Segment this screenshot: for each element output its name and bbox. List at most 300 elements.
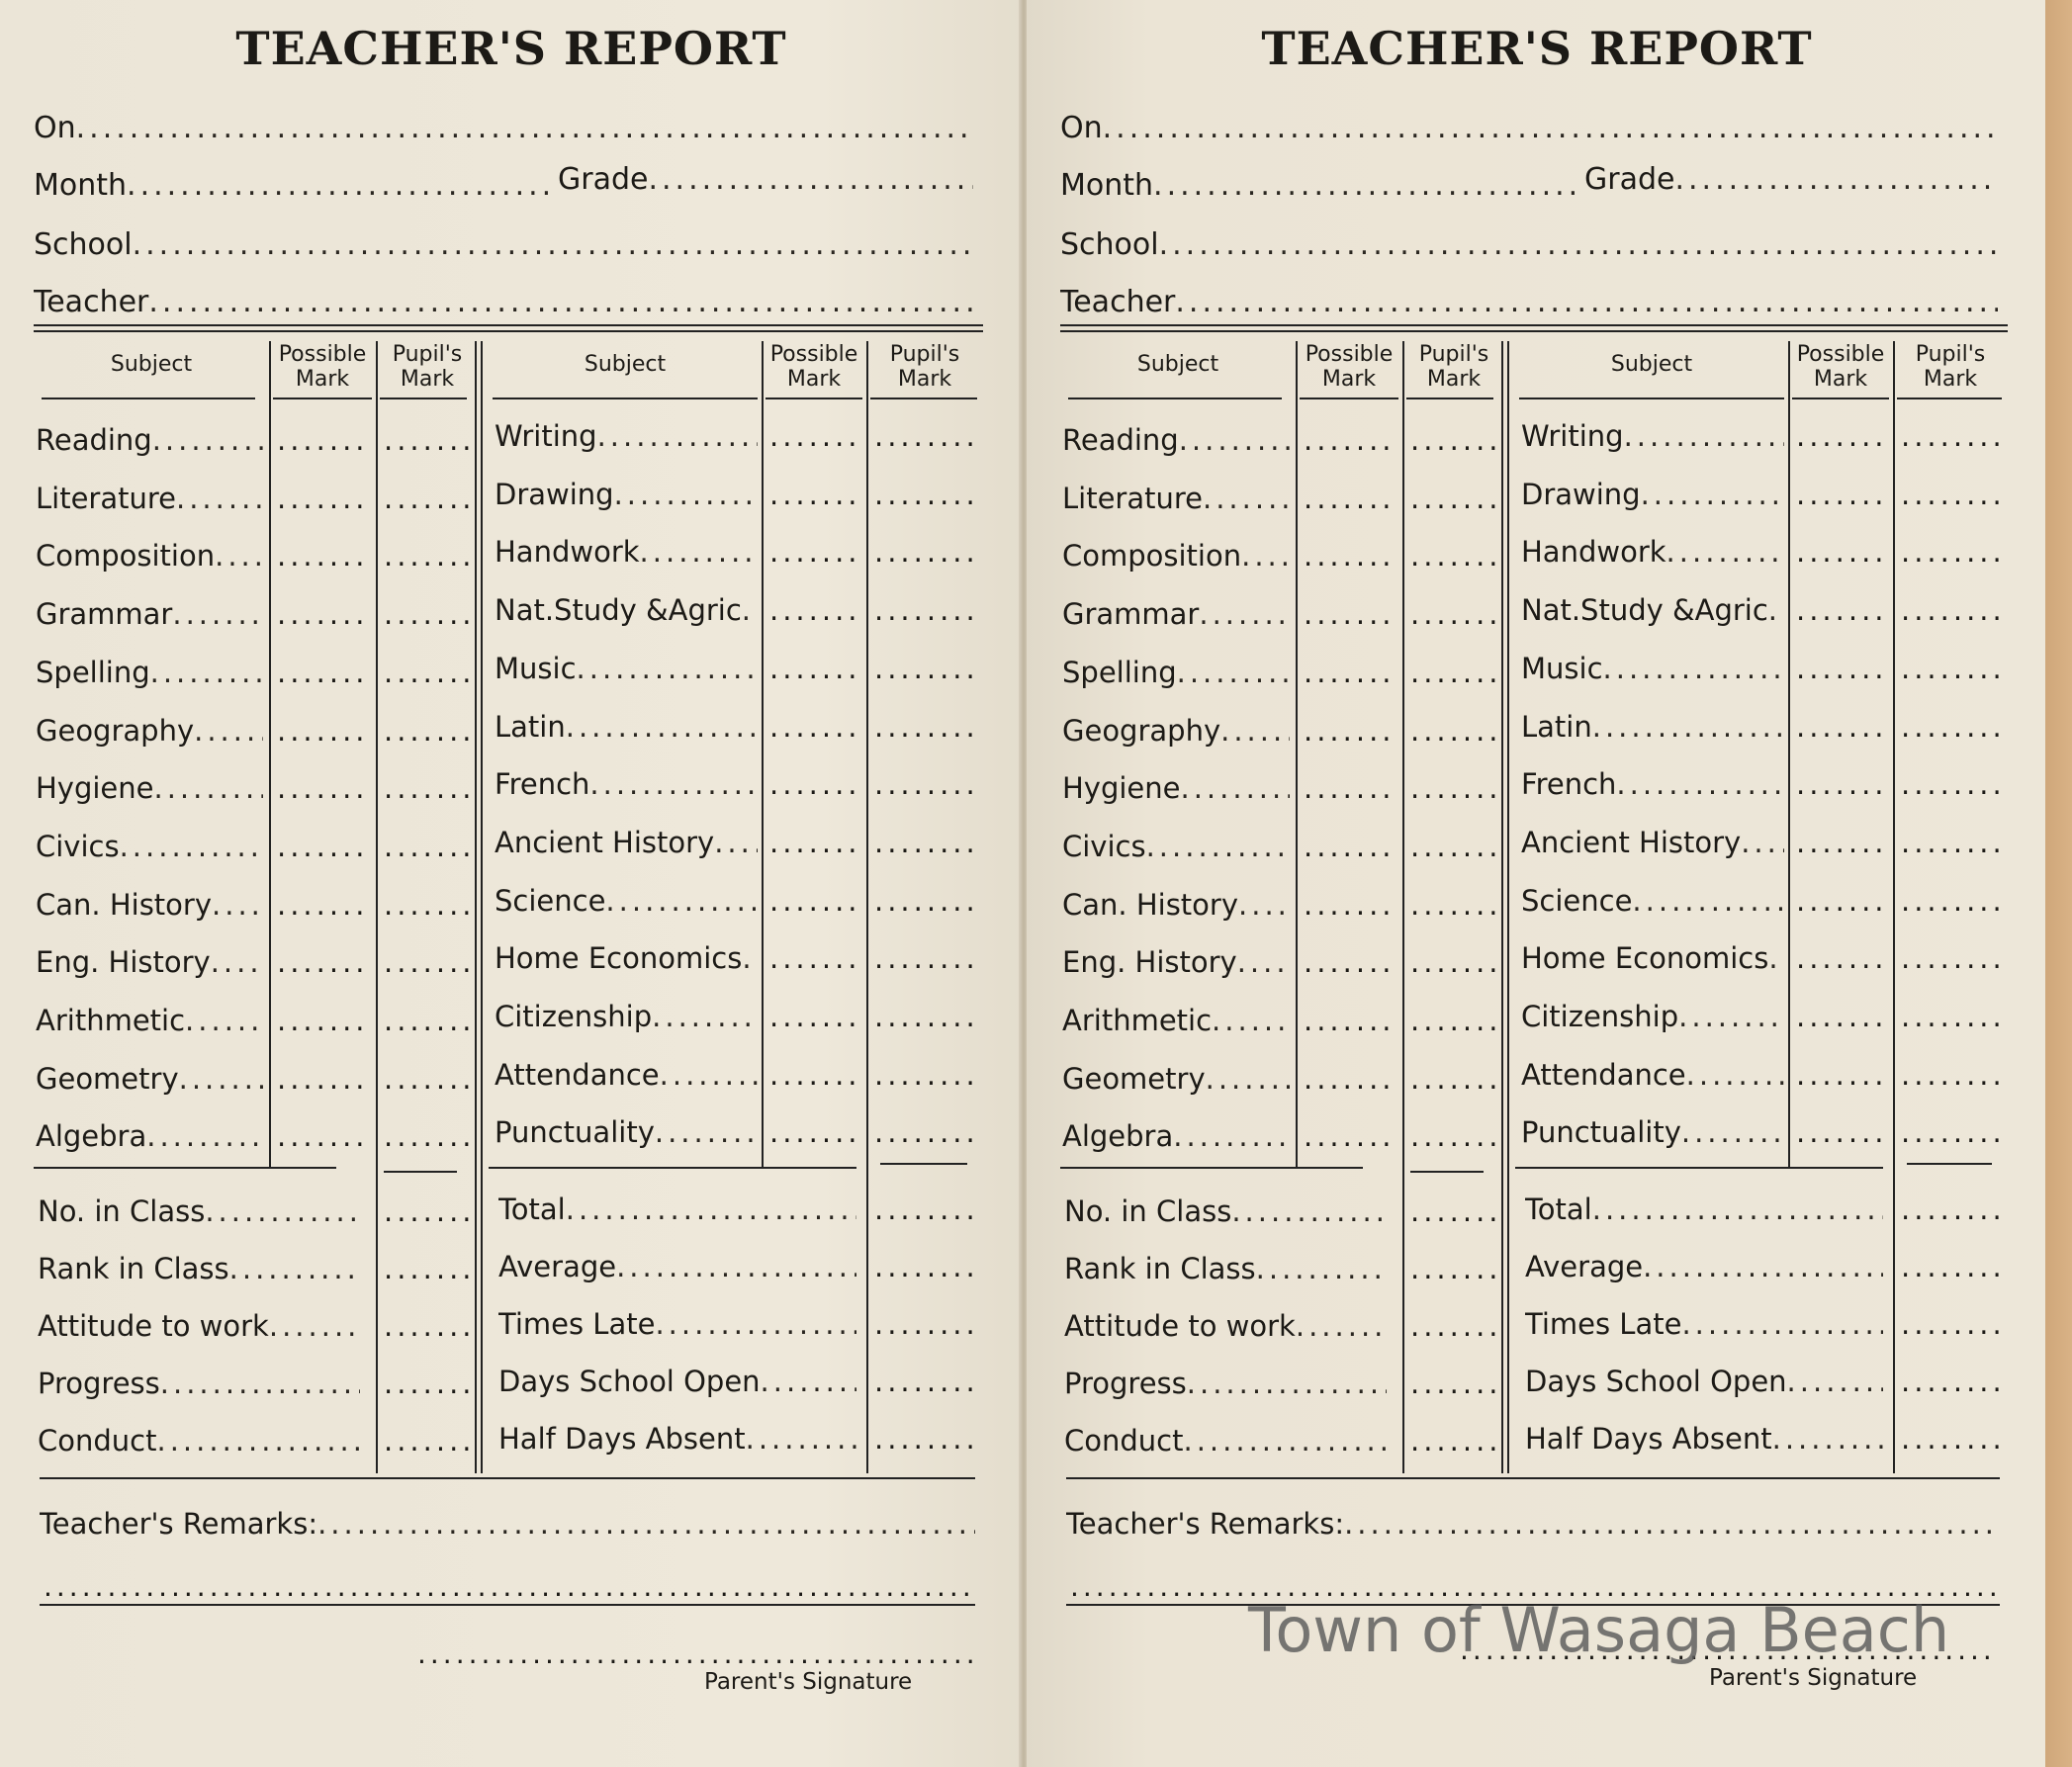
pupils-mark-cell[interactable] (384, 945, 469, 985)
summary-value-cell[interactable] (1901, 1365, 2000, 1404)
summary-value-cell[interactable] (1901, 1307, 2000, 1347)
subject-row[interactable] (36, 830, 263, 869)
pupils-mark-cell[interactable] (1901, 1115, 2000, 1155)
possible-mark-cell[interactable] (1304, 597, 1396, 637)
fill-dots (566, 1193, 856, 1226)
fill-dots (120, 830, 263, 863)
pupils-mark-header (1893, 342, 2008, 392)
subject-row[interactable] (1521, 652, 1784, 691)
column-divider (269, 341, 271, 1167)
pupils-mark-cell[interactable] (384, 423, 469, 463)
fill-dots (317, 1507, 975, 1541)
report-title: TEACHER'S REPORT (235, 22, 787, 75)
subject-label: Handwork (495, 535, 640, 569)
summary-value-cell[interactable] (874, 1422, 975, 1461)
pupils-mark-cell[interactable] (384, 1119, 469, 1159)
teachers-remarks-field[interactable] (1066, 1507, 2000, 1541)
pupils-mark-cell[interactable] (874, 941, 975, 981)
remarks-extra-line[interactable] (44, 1582, 973, 1602)
pupils-mark-cell[interactable] (1901, 593, 2000, 633)
header-rule (1060, 330, 2008, 332)
subject-header: Subject (584, 352, 667, 377)
fill-dots (269, 1309, 360, 1343)
fill-dots (660, 1058, 758, 1092)
fill-dots (655, 1115, 758, 1149)
subject-row[interactable] (1521, 767, 1784, 807)
subject-row[interactable] (1521, 826, 1784, 865)
pupils-mark-cell[interactable] (1410, 888, 1495, 928)
subject-row[interactable] (1521, 593, 1784, 633)
section-rule (384, 1171, 457, 1173)
fill-dots (176, 482, 263, 515)
column-header-rule (42, 398, 255, 399)
pupils-mark-cell[interactable] (874, 652, 975, 691)
possible-mark-cell[interactable] (769, 535, 860, 574)
fill-dots (1206, 1062, 1290, 1096)
pupils-mark-cell[interactable] (874, 478, 975, 517)
subject-row[interactable] (36, 714, 263, 753)
summary-value-cell[interactable] (1410, 1194, 1495, 1234)
subject-row[interactable] (36, 1119, 263, 1159)
summary-value-cell[interactable] (384, 1309, 469, 1349)
subject-row[interactable] (495, 941, 758, 981)
possible-mark-cell[interactable] (277, 1119, 370, 1159)
teacher-field[interactable] (1060, 285, 1998, 319)
fill-dots (1103, 111, 1998, 145)
pupils-mark-cell[interactable] (1901, 884, 2000, 924)
summary-value-cell[interactable] (1901, 1422, 2000, 1461)
subject-label: Nat.Study &Agric (495, 593, 742, 627)
possible-mark-cell[interactable] (769, 826, 860, 865)
page-edge (2045, 0, 2072, 1767)
subject-row[interactable] (495, 652, 758, 691)
subject-label: Home Economics (495, 941, 743, 975)
school-field[interactable] (1060, 227, 1998, 262)
pupils-mark-cell[interactable] (874, 884, 975, 924)
possible-mark-cell[interactable] (277, 830, 370, 869)
column-header-rule (1068, 398, 1282, 399)
subject-row[interactable] (36, 597, 263, 637)
fill-dots (1678, 1000, 1784, 1033)
subject-row[interactable] (495, 767, 758, 807)
pupils-mark-cell[interactable] (1410, 656, 1495, 695)
subject-row[interactable] (1062, 945, 1290, 985)
pupils-mark-cell[interactable] (1901, 941, 2000, 981)
pupils-mark-header (376, 342, 479, 392)
pupils-mark-cell[interactable] (874, 419, 975, 459)
subject-row[interactable] (495, 1115, 758, 1155)
summary-value-cell[interactable] (384, 1424, 469, 1463)
subject-label: Writing (495, 419, 597, 453)
fill-dots (1153, 168, 1584, 203)
month-field[interactable] (1060, 168, 1584, 203)
subject-label: Reading (1062, 423, 1179, 457)
possible-mark-cell[interactable] (277, 539, 370, 578)
possible-mark-cell[interactable] (1796, 1058, 1887, 1098)
summary-row[interactable] (1064, 1194, 1387, 1234)
possible-mark-cell[interactable] (769, 652, 860, 691)
summary-row[interactable] (1064, 1367, 1387, 1406)
possible-mark-cell[interactable] (1796, 419, 1887, 459)
possible-mark-cell[interactable] (1796, 593, 1887, 633)
pupils-mark-cell[interactable] (1410, 771, 1495, 811)
pupils-mark-cell[interactable] (874, 767, 975, 807)
header-line: Mark (1321, 367, 1377, 392)
pupils-mark-cell[interactable] (1410, 423, 1495, 463)
subject-label: Ancient History (1521, 826, 1742, 859)
subject-row[interactable] (1062, 597, 1290, 637)
summary-row[interactable] (498, 1307, 856, 1347)
possible-mark-cell[interactable] (277, 423, 370, 463)
summary-label: Rank in Class (38, 1252, 229, 1285)
subject-row[interactable] (495, 826, 758, 865)
pupils-mark-cell[interactable] (1901, 826, 2000, 865)
subject-label: Hygiene (1062, 771, 1181, 805)
subject-row[interactable] (1062, 714, 1290, 753)
subject-row[interactable] (36, 482, 263, 521)
pupils-mark-cell[interactable] (384, 656, 469, 695)
fill-dots (205, 1194, 360, 1228)
pupils-mark-cell[interactable] (384, 597, 469, 637)
summary-row[interactable] (498, 1422, 856, 1461)
possible-mark-cell[interactable] (769, 593, 860, 633)
possible-mark-cell[interactable] (769, 419, 860, 459)
column-header-rule (1519, 398, 1784, 399)
pupils-mark-cell[interactable] (874, 826, 975, 865)
possible-mark-cell[interactable] (1304, 830, 1396, 869)
fill-dots (1674, 162, 1998, 197)
subject-row[interactable] (1521, 941, 1784, 981)
subject-row[interactable] (36, 656, 263, 695)
possible-mark-cell[interactable] (1796, 1115, 1887, 1155)
summary-label: Total (1525, 1193, 1592, 1226)
summary-row[interactable] (38, 1309, 360, 1349)
pupils-mark-cell[interactable] (384, 1062, 469, 1102)
possible-mark-cell[interactable] (277, 482, 370, 521)
pupils-mark-cell[interactable] (1410, 539, 1495, 578)
possible-mark-header (762, 342, 866, 392)
possible-mark-cell[interactable] (277, 597, 370, 637)
header-line: Mark (295, 367, 350, 392)
possible-mark-cell[interactable] (1304, 945, 1396, 985)
summary-row[interactable] (1064, 1424, 1387, 1463)
subject-label: Punctuality (495, 1115, 655, 1149)
subject-label: Drawing (495, 478, 614, 511)
possible-mark-cell[interactable] (277, 714, 370, 753)
summary-value-cell[interactable] (384, 1194, 469, 1234)
fill-dots (605, 884, 758, 918)
subject-row[interactable] (36, 771, 263, 811)
possible-mark-cell[interactable] (277, 1062, 370, 1102)
subject-row[interactable] (1062, 423, 1290, 463)
subject-label: Latin (495, 710, 566, 744)
summary-value-cell[interactable] (1901, 1250, 2000, 1289)
summary-row[interactable] (1525, 1365, 1883, 1404)
subject-label: Nat.Study &Agric (1521, 593, 1768, 627)
possible-mark-cell[interactable] (1304, 1004, 1396, 1043)
summary-row[interactable] (1064, 1252, 1387, 1291)
subject-row[interactable] (36, 1062, 263, 1102)
possible-mark-cell[interactable] (769, 941, 860, 981)
teacher-field[interactable] (34, 285, 973, 319)
possible-mark-cell[interactable] (1796, 767, 1887, 807)
summary-value-cell[interactable] (1901, 1193, 2000, 1232)
possible-mark-cell[interactable] (1304, 423, 1396, 463)
summary-row[interactable] (1525, 1422, 1883, 1461)
possible-mark-cell[interactable] (1304, 771, 1396, 811)
pupils-mark-cell[interactable] (384, 714, 469, 753)
possible-mark-cell[interactable] (769, 478, 860, 517)
summary-row[interactable] (38, 1424, 360, 1463)
subject-label: French (1521, 767, 1617, 801)
possible-mark-cell[interactable] (277, 945, 370, 985)
subject-label: Punctuality (1521, 1115, 1681, 1149)
column-divider (481, 341, 483, 1473)
subject-row[interactable] (1062, 888, 1290, 928)
pupils-mark-cell[interactable] (384, 539, 469, 578)
summary-row[interactable] (38, 1252, 360, 1291)
possible-mark-cell[interactable] (769, 1058, 860, 1098)
pupils-mark-cell[interactable] (384, 771, 469, 811)
fill-dots (1237, 945, 1290, 979)
possible-mark-header (1296, 342, 1402, 392)
pupils-mark-cell[interactable] (874, 710, 975, 750)
possible-mark-cell[interactable] (1304, 656, 1396, 695)
pupils-mark-cell[interactable] (1901, 419, 2000, 459)
possible-mark-cell[interactable] (1304, 539, 1396, 578)
header-line: Pupil's (1915, 342, 1986, 367)
possible-mark-cell[interactable] (1796, 535, 1887, 574)
subject-row[interactable] (1062, 771, 1290, 811)
subject-row[interactable] (36, 945, 263, 985)
pupils-mark-cell[interactable] (1410, 1062, 1495, 1102)
header-line: Possible (1796, 342, 1885, 367)
summary-value-cell[interactable] (1410, 1367, 1495, 1406)
subject-row[interactable] (1062, 1004, 1290, 1043)
subject-row[interactable] (495, 478, 758, 517)
pupils-mark-cell[interactable] (1410, 830, 1495, 869)
subject-row[interactable] (1521, 1000, 1784, 1039)
summary-value-cell[interactable] (1410, 1424, 1495, 1463)
summary-label: Progress (1064, 1367, 1187, 1400)
subject-row[interactable] (1062, 656, 1290, 695)
possible-mark-cell[interactable] (769, 884, 860, 924)
possible-mark-cell[interactable] (1796, 710, 1887, 750)
pupils-mark-cell[interactable] (874, 1058, 975, 1098)
pupils-mark-cell[interactable] (1410, 945, 1495, 985)
summary-row[interactable] (498, 1250, 856, 1289)
pupils-mark-cell[interactable] (384, 888, 469, 928)
summary-value-cell[interactable] (384, 1252, 469, 1291)
pupils-mark-cell[interactable] (1901, 652, 2000, 691)
subject-row[interactable] (495, 535, 758, 574)
pupils-mark-cell[interactable] (1410, 482, 1495, 521)
pupils-mark-cell[interactable] (874, 535, 975, 574)
on-label: On (1060, 111, 1103, 145)
pupils-mark-cell[interactable] (1410, 714, 1495, 753)
summary-row[interactable] (1525, 1193, 1883, 1232)
summary-value-cell[interactable] (1410, 1252, 1495, 1291)
summary-value-cell[interactable] (1410, 1309, 1495, 1349)
fill-dots (1592, 710, 1784, 744)
subject-row[interactable] (36, 888, 263, 928)
pupils-mark-cell[interactable] (1410, 1004, 1495, 1043)
on-field[interactable] (34, 111, 973, 145)
parent-signature-line[interactable] (417, 1649, 973, 1669)
fill-dots (152, 423, 263, 457)
on-label: On (34, 111, 76, 145)
pupils-mark-cell[interactable] (874, 593, 975, 633)
pupils-mark-cell[interactable] (1410, 597, 1495, 637)
possible-mark-cell[interactable] (769, 710, 860, 750)
subject-label: Citizenship (1521, 1000, 1679, 1033)
subject-row[interactable] (1062, 1062, 1290, 1102)
possible-mark-cell[interactable] (277, 656, 370, 695)
subject-label: Literature (1062, 482, 1203, 515)
pupils-mark-cell[interactable] (1901, 535, 2000, 574)
subject-row[interactable] (36, 423, 263, 463)
subject-label: Citizenship (495, 1000, 653, 1033)
subject-row[interactable] (1521, 419, 1784, 459)
pupils-mark-cell[interactable] (1901, 478, 2000, 517)
possible-mark-cell[interactable] (1304, 482, 1396, 521)
subject-row[interactable] (1062, 482, 1290, 521)
possible-mark-cell[interactable] (277, 1004, 370, 1043)
pupils-mark-cell[interactable] (1410, 1119, 1495, 1159)
pupils-mark-cell[interactable] (874, 1000, 975, 1039)
possible-mark-cell[interactable] (1796, 652, 1887, 691)
parent-signature-label: Parent's Signature (1709, 1665, 1918, 1691)
pupils-mark-cell[interactable] (1901, 1058, 2000, 1098)
possible-mark-cell[interactable] (1304, 1119, 1396, 1159)
subject-label: Science (495, 884, 606, 918)
possible-mark-cell[interactable] (769, 1115, 860, 1155)
pupils-mark-cell[interactable] (1901, 767, 2000, 807)
summary-row[interactable] (498, 1365, 856, 1404)
possible-mark-cell[interactable] (1304, 888, 1396, 928)
fill-dots (1203, 482, 1290, 515)
fill-dots (1768, 593, 1784, 627)
subject-label: Geometry (36, 1062, 179, 1096)
summary-label: Half Days Absent (1525, 1422, 1772, 1456)
column-header-rule (1897, 398, 2002, 399)
possible-mark-cell[interactable] (1304, 1062, 1396, 1102)
pupils-mark-cell[interactable] (1901, 710, 2000, 750)
summary-value-cell[interactable] (874, 1193, 975, 1232)
possible-mark-cell[interactable] (1796, 826, 1887, 865)
grade-field[interactable] (1584, 162, 1998, 197)
possible-mark-cell[interactable] (1796, 1000, 1887, 1039)
subject-row[interactable] (495, 1000, 758, 1039)
subject-row[interactable] (495, 884, 758, 924)
fill-dots (76, 111, 973, 145)
column-header-rule (273, 398, 372, 399)
summary-label: Half Days Absent (498, 1422, 746, 1456)
subject-label: Handwork (1521, 535, 1667, 569)
summary-row[interactable] (1525, 1250, 1883, 1289)
possible-mark-cell[interactable] (769, 767, 860, 807)
summary-value-cell[interactable] (874, 1365, 975, 1404)
possible-mark-cell[interactable] (1796, 884, 1887, 924)
subject-row[interactable] (1062, 830, 1290, 869)
fill-dots (742, 593, 758, 627)
header-rule (1060, 324, 2008, 326)
possible-mark-cell[interactable] (277, 771, 370, 811)
subject-row[interactable] (1521, 535, 1784, 574)
possible-mark-header (269, 342, 376, 392)
possible-mark-cell[interactable] (1304, 714, 1396, 753)
column-header-rule (1300, 398, 1398, 399)
summary-label: Total (498, 1193, 566, 1226)
subject-row[interactable] (1521, 1058, 1784, 1098)
possible-mark-cell[interactable] (1796, 478, 1887, 517)
subject-row[interactable] (36, 1004, 263, 1043)
header-rule (34, 324, 983, 326)
on-field[interactable] (1060, 111, 1998, 145)
possible-mark-cell[interactable] (1796, 941, 1887, 981)
pupils-mark-cell[interactable] (874, 1115, 975, 1155)
summary-row[interactable] (38, 1367, 360, 1406)
subject-label: Science (1521, 884, 1633, 918)
teachers-remarks-field[interactable] (40, 1507, 975, 1541)
summary-row[interactable] (38, 1194, 360, 1234)
fill-dots (1159, 227, 1998, 262)
possible-mark-cell[interactable] (277, 888, 370, 928)
subject-header: Subject (1610, 352, 1693, 377)
section-rule (40, 1604, 975, 1606)
column-divider (1788, 341, 1790, 1167)
subject-row[interactable] (36, 539, 263, 578)
subject-row[interactable] (1521, 710, 1784, 750)
subject-row[interactable] (1062, 539, 1290, 578)
school-field[interactable] (34, 227, 973, 262)
month-field[interactable] (34, 168, 558, 203)
possible-mark-cell[interactable] (769, 1000, 860, 1039)
subject-row[interactable] (495, 710, 758, 750)
fill-dots (1231, 1194, 1387, 1228)
summary-value-cell[interactable] (874, 1250, 975, 1289)
subject-row[interactable] (1062, 1119, 1290, 1159)
summary-value-cell[interactable] (384, 1367, 469, 1406)
subject-label: Can. History (36, 888, 213, 922)
summary-label: No. in Class (1064, 1194, 1232, 1228)
fill-dots (614, 478, 758, 511)
summary-row[interactable] (498, 1193, 856, 1232)
subject-row[interactable] (1521, 884, 1784, 924)
subject-row[interactable] (495, 419, 758, 459)
summary-value-cell[interactable] (874, 1307, 975, 1347)
subject-label: Eng. History (1062, 945, 1237, 979)
summary-row[interactable] (1064, 1309, 1387, 1349)
fill-dots (1624, 419, 1784, 453)
pupils-mark-cell[interactable] (1901, 1000, 2000, 1039)
fill-dots (127, 168, 558, 203)
pupils-mark-cell[interactable] (384, 830, 469, 869)
summary-label: Days School Open (1525, 1365, 1787, 1398)
grade-field[interactable] (558, 162, 973, 197)
subject-row[interactable] (1521, 478, 1784, 517)
fill-dots (655, 1307, 856, 1341)
subject-label: Geometry (1062, 1062, 1206, 1096)
subject-row[interactable] (1521, 1115, 1784, 1155)
summary-row[interactable] (1525, 1307, 1883, 1347)
column-divider (376, 341, 378, 1473)
pupils-mark-cell[interactable] (384, 1004, 469, 1043)
subject-row[interactable] (495, 1058, 758, 1098)
grade-label: Grade (1584, 162, 1675, 197)
subject-row[interactable] (495, 593, 758, 633)
pupils-mark-cell[interactable] (384, 482, 469, 521)
